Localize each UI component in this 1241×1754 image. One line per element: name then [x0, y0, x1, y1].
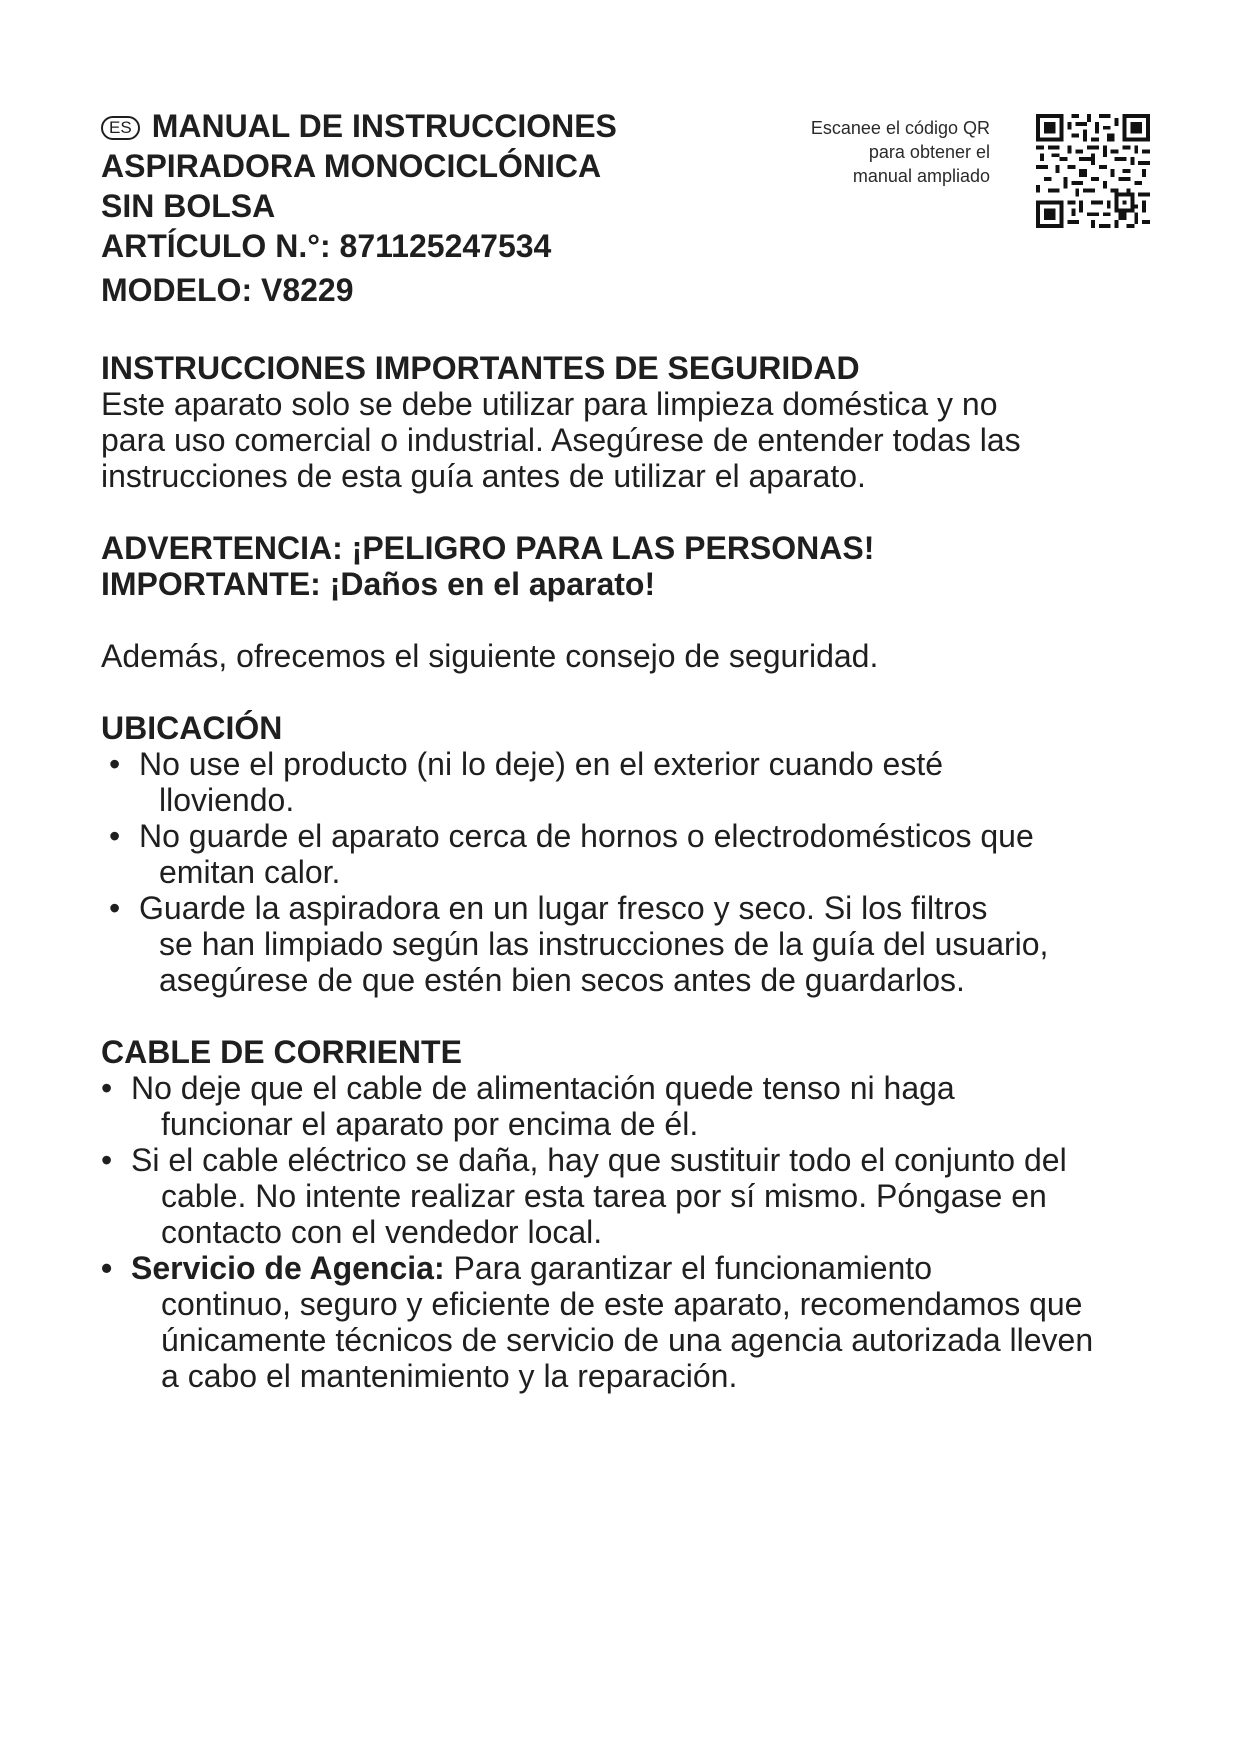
title-line-4: ARTÍCULO N.°: 871125247534: [101, 228, 552, 264]
safety-section: [101, 350, 1151, 494]
qr-text-line-2: para obtener el: [868, 142, 990, 162]
safety-line-1: Este aparato solo se debe utilizar para limpieza doméstica y no: [101, 386, 998, 422]
agency-label: Servicio de Agencia:: [131, 1250, 445, 1286]
bullet-icon: •: [101, 1070, 113, 1106]
list-item-text: No deje que el cable de alimentación quede tenso ni haga: [131, 1070, 955, 1106]
list-item: [101, 890, 1151, 998]
agency-list-item: [101, 1250, 1151, 1394]
list-item-text: Si el cable eléctrico se daña, hay que sustituir todo el conjunto del: [131, 1142, 1067, 1178]
model-number: MODELO: V8229: [101, 272, 354, 308]
list-item-text: funcionar el aparato por encima de él.: [161, 1106, 699, 1142]
list-item: [101, 818, 1151, 890]
power-cable-list: [101, 1070, 1151, 1394]
document-header: [101, 106, 861, 310]
title-text-1: MANUAL DE INSTRUCCIONES: [151, 108, 617, 144]
bullet-icon: •: [109, 818, 121, 854]
list-item-text: cable. No intente realizar esta tarea por sí mismo. Póngase en: [161, 1178, 1047, 1214]
list-item-text: No guarde el aparato cerca de hornos o electrodomésticos que: [139, 818, 1034, 854]
list-item-text: se han limpiado según las instrucciones de la guía del usuario,: [159, 926, 1049, 962]
location-title: UBICACIÓN: [101, 710, 283, 746]
list-item: [101, 746, 1151, 818]
title-line-2: ASPIRADORA MONOCICLÓNICA: [101, 148, 602, 184]
qr-text-line-3: manual ampliado: [852, 166, 990, 186]
warning-danger: ADVERTENCIA: ¡PELIGRO PARA LAS PERSONAS!: [101, 530, 875, 566]
advice-text: Además, ofrecemos el siguiente consejo de seguridad.: [101, 638, 879, 674]
language-badge: ES: [101, 116, 140, 140]
list-item-text: continuo, seguro y eficiente de este aparato, recomendamos que: [161, 1286, 1083, 1322]
location-list: [101, 746, 1151, 998]
agency-text: Para garantizar el funcionamiento: [444, 1250, 932, 1286]
list-item-text: No use el producto (ni lo deje) en el exterior cuando esté: [139, 746, 944, 782]
title-line-3: SIN BOLSA: [101, 188, 276, 224]
safety-line-3: instrucciones de esta guía antes de utilizar el aparato.: [101, 458, 866, 494]
list-item-text: lloviendo.: [159, 782, 295, 818]
list-item-text: a cabo el mantenimiento y la reparación.: [161, 1358, 738, 1394]
warnings-section: [101, 530, 1151, 602]
bullet-icon: •: [109, 746, 121, 782]
power-cable-section: [101, 1034, 1151, 1394]
list-item-text: Guarde la aspiradora en un lugar fresco y seco. Si los filtros: [139, 890, 988, 926]
location-section: [101, 710, 1151, 998]
list-item-text: contacto con el vendedor local.: [161, 1214, 603, 1250]
list-item-text: emitan calor.: [159, 854, 341, 890]
bullet-icon: •: [101, 1250, 113, 1286]
list-item-text: asegúrese de que estén bien secos antes de guardarlos.: [159, 962, 965, 998]
bullet-icon: •: [109, 890, 121, 926]
safety-title: INSTRUCCIONES IMPORTANTES DE SEGURIDAD: [101, 350, 860, 386]
qr-text-line-1: Escanee el código QR: [810, 118, 990, 138]
title-line-1: [101, 106, 861, 146]
advice-section: [101, 638, 1151, 674]
qr-instructions: [770, 116, 990, 188]
bullet-icon: •: [101, 1142, 113, 1178]
safety-line-2: para uso comercial o industrial. Asegúrese de entender todas las: [101, 422, 1021, 458]
list-item: [101, 1142, 1151, 1250]
document-body: [101, 350, 1151, 1430]
power-cable-title: CABLE DE CORRIENTE: [101, 1034, 462, 1070]
qr-block: [790, 114, 1150, 234]
list-item: [101, 1070, 1151, 1142]
qr-code-icon[interactable]: [1036, 114, 1150, 228]
agency-first-line: [131, 1250, 1151, 1286]
list-item-text: únicamente técnicos de servicio de una agencia autorizada lleven: [161, 1322, 1094, 1358]
warning-damage: IMPORTANTE: ¡Daños en el aparato!: [101, 566, 656, 602]
